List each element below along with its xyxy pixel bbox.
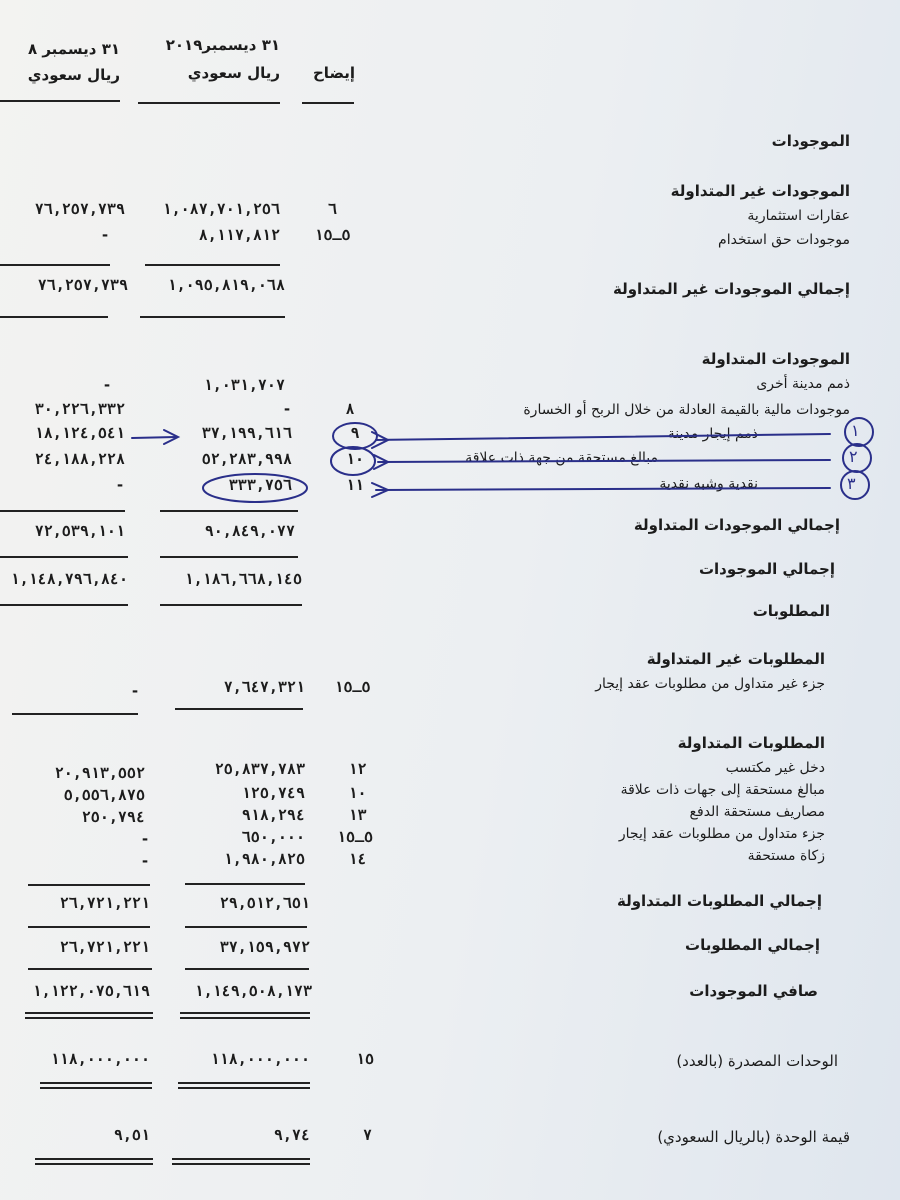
- heading-total-assets: إجمالي الموجودات: [698, 560, 835, 578]
- prev-net-assets: ١,١٢٢,٠٧٥,٦١٩: [32, 982, 150, 1000]
- prev-lease-current: -: [140, 830, 150, 848]
- label-zakat: زكاة مستحقة: [747, 848, 825, 864]
- heading-liabilities: المطلوبات: [752, 602, 830, 620]
- cur-total-non-current-assets: ١,٠٩٥,٨١٩,٠٦٨: [167, 276, 285, 294]
- note-units-issued: ١٥: [355, 1050, 375, 1068]
- cur-related-party-payable: ١٢٥,٧٤٩: [241, 784, 305, 802]
- label-lease-current: جزء متداول من مطلوبات عقد إيجار: [618, 826, 825, 842]
- prev-total-assets: ١,١٤٨,٧٩٦,٨٤٠: [10, 570, 128, 588]
- cur-right-of-use: ٨,١١٧,٨١٢: [198, 226, 280, 244]
- label-unit-value: قيمة الوحدة (بالريال السعودي): [657, 1128, 850, 1146]
- pen-line-1: [376, 434, 830, 440]
- label-accrued-expenses: مصاريف مستحقة الدفع: [689, 804, 825, 820]
- cur-units-issued: ١١٨,٠٠٠,٠٠٠: [210, 1050, 310, 1068]
- label-related-party-payable: مبالغ مستحقة إلى جهات ذات علاقة: [620, 782, 825, 798]
- pen-line-3: [376, 488, 830, 490]
- prev-unearned-income: ٢٠,٩١٣,٥٥٢: [54, 764, 145, 782]
- prev-lease-non-current: -: [130, 682, 140, 700]
- note-related-party-due: ١٠: [345, 450, 365, 468]
- label-fvtpl: موجودات مالية بالقيمة العادلة من خلال الربح أو الخسارة: [523, 402, 850, 418]
- cur-lease-current: ٦٥٠,٠٠٠: [241, 828, 305, 846]
- label-unearned-income: دخل غير مكتسب: [725, 760, 825, 776]
- cur-fvtpl: -: [282, 400, 292, 418]
- heading-total-non-current-assets: إجمالي الموجودات غير المتداولة: [613, 280, 850, 298]
- pen-mark-1: ١: [851, 421, 860, 440]
- col-cur-currency: ريال سعودي: [187, 64, 280, 82]
- prev-fvtpl: ٣٠,٢٢٦,٣٣٢: [34, 400, 125, 418]
- label-lease-receivables: ذمم إيجار مدينة: [667, 426, 758, 442]
- pen-arrow-lease-receivables: [132, 437, 176, 438]
- prev-total-liabilities: ٢٦,٧٢١,٢٢١: [59, 938, 150, 956]
- label-lease-non-current: جزء غير متداول من مطلوبات عقد إيجار: [595, 676, 825, 692]
- cur-total-current-assets: ٩٠,٨٤٩,٠٧٧: [204, 522, 295, 540]
- note-cash: ١١: [345, 476, 365, 494]
- pen-mark-3: ٣: [847, 474, 856, 493]
- cur-total-liabilities: ٣٧,١٥٩,٩٧٢: [219, 938, 310, 956]
- pen-circle-note-9: [333, 423, 377, 449]
- prev-unit-value: ٩,٥١: [113, 1126, 150, 1144]
- cur-investment-property: ١,٠٨٧,٧٠١,٢٥٦: [162, 200, 280, 218]
- label-investment-property: عقارات استثمارية: [747, 208, 850, 224]
- heading-non-current-liabilities: المطلوبات غير المتداولة: [646, 650, 825, 668]
- prev-lease-receivables: ١٨,١٢٤,٥٤١: [34, 424, 125, 442]
- label-other-receivables: ذمم مدينة أخرى: [756, 376, 850, 392]
- col-prev-currency: ريال سعودي: [27, 66, 120, 84]
- cur-lease-non-current: ٧,٦٤٧,٣٢١: [223, 678, 305, 696]
- note-accrued-expenses: ١٣: [348, 806, 367, 824]
- prev-total-current-assets: ٧٢,٥٣٩,١٠١: [34, 522, 125, 540]
- prev-related-party-payable: ٥,٥٥٦,٨٧٥: [63, 786, 145, 804]
- prev-units-issued: ١١٨,٠٠٠,٠٠٠: [50, 1050, 150, 1068]
- prev-accrued-expenses: ٢٥٠,٧٩٤: [81, 808, 145, 826]
- prev-right-of-use: -: [100, 226, 110, 244]
- cur-total-assets: ١,١٨٦,٦٦٨,١٤٥: [184, 570, 302, 588]
- heading-current-assets: الموجودات المتداولة: [701, 350, 850, 368]
- cur-net-assets: ١,١٤٩,٥٠٨,١٧٣: [194, 982, 312, 1000]
- heading-net-assets: صافي الموجودات: [689, 982, 818, 1000]
- prev-investment-property: ٧٦,٢٥٧,٧٣٩: [34, 200, 125, 218]
- cur-related-party-due: ٥٢,٢٨٣,٩٩٨: [201, 450, 292, 468]
- cur-zakat: ١,٩٨٠,٨٢٥: [223, 850, 305, 868]
- cur-lease-receivables: ٣٧,١٩٩,٦١٦: [201, 424, 292, 442]
- note-lease-non-current: ٥ـ١٥: [334, 678, 371, 696]
- note-right-of-use: ٥ـ١٥: [314, 226, 351, 244]
- label-units-issued: الوحدات المصدرة (بالعدد): [676, 1052, 838, 1070]
- col-prev-date: ۳۱ ديسمبر ۸: [27, 40, 120, 58]
- note-related-party-payable: ١٠: [348, 784, 367, 802]
- note-lease-receivables: ٩: [350, 424, 360, 442]
- note-zakat: ١٤: [348, 850, 367, 868]
- note-fvtpl: ٨: [345, 400, 355, 418]
- label-right-of-use: موجودات حق استخدام: [718, 232, 850, 248]
- pen-ellipse-cash: [203, 474, 307, 502]
- heading-total-current-liabilities: إجمالي المطلوبات المتداولة: [616, 892, 822, 910]
- cur-accrued-expenses: ٩١٨,٢٩٤: [241, 806, 305, 824]
- note-unit-value: ٧: [362, 1126, 373, 1144]
- heading-total-liabilities: إجمالي المطلوبات: [685, 936, 820, 954]
- cur-cash: ٣٣٣,٧٥٦: [228, 476, 292, 494]
- cur-unit-value: ٩,٧٤: [273, 1126, 310, 1144]
- cur-unearned-income: ٢٥,٨٣٧,٧٨٣: [214, 760, 305, 778]
- prev-total-current-liabilities: ٢٦,٧٢١,٢٢١: [59, 894, 150, 912]
- label-related-party-due: مبالغ مستحقة من جهة ذات علاقة: [465, 450, 658, 466]
- label-cash: نقدية وشبه نقدية: [659, 476, 758, 492]
- col-note: إيضاح: [313, 64, 355, 82]
- heading-assets: الموجودات: [771, 132, 850, 150]
- prev-other-receivables: -: [102, 376, 112, 394]
- prev-related-party-due: ٢٤,١٨٨,٢٢٨: [34, 450, 125, 468]
- heading-non-current-assets: الموجودات غير المتداولة: [670, 182, 850, 200]
- prev-cash: -: [115, 476, 125, 494]
- pen-circle-note-10: [331, 447, 375, 475]
- note-unearned-income: ١٢: [348, 760, 367, 778]
- note-investment-property: ٦: [327, 200, 338, 218]
- heading-current-liabilities: المطلوبات المتداولة: [677, 734, 825, 752]
- prev-total-non-current-assets: ٧٦,٢٥٧,٧٣٩: [37, 276, 128, 294]
- pen-line-2: [378, 460, 830, 462]
- heading-total-current-assets: إجمالي الموجودات المتداولة: [633, 516, 840, 534]
- cur-other-receivables: ١,٠٣١,٧٠٧: [203, 376, 285, 394]
- pen-mark-2: ٢: [849, 447, 858, 466]
- note-lease-current: ٥ـ١٥: [336, 828, 374, 846]
- prev-zakat: -: [140, 852, 150, 870]
- col-cur-date: ۳۱ ديسمبر۲۰۱۹: [165, 36, 280, 54]
- cur-total-current-liabilities: ٢٩,٥١٢,٦٥١: [219, 894, 310, 912]
